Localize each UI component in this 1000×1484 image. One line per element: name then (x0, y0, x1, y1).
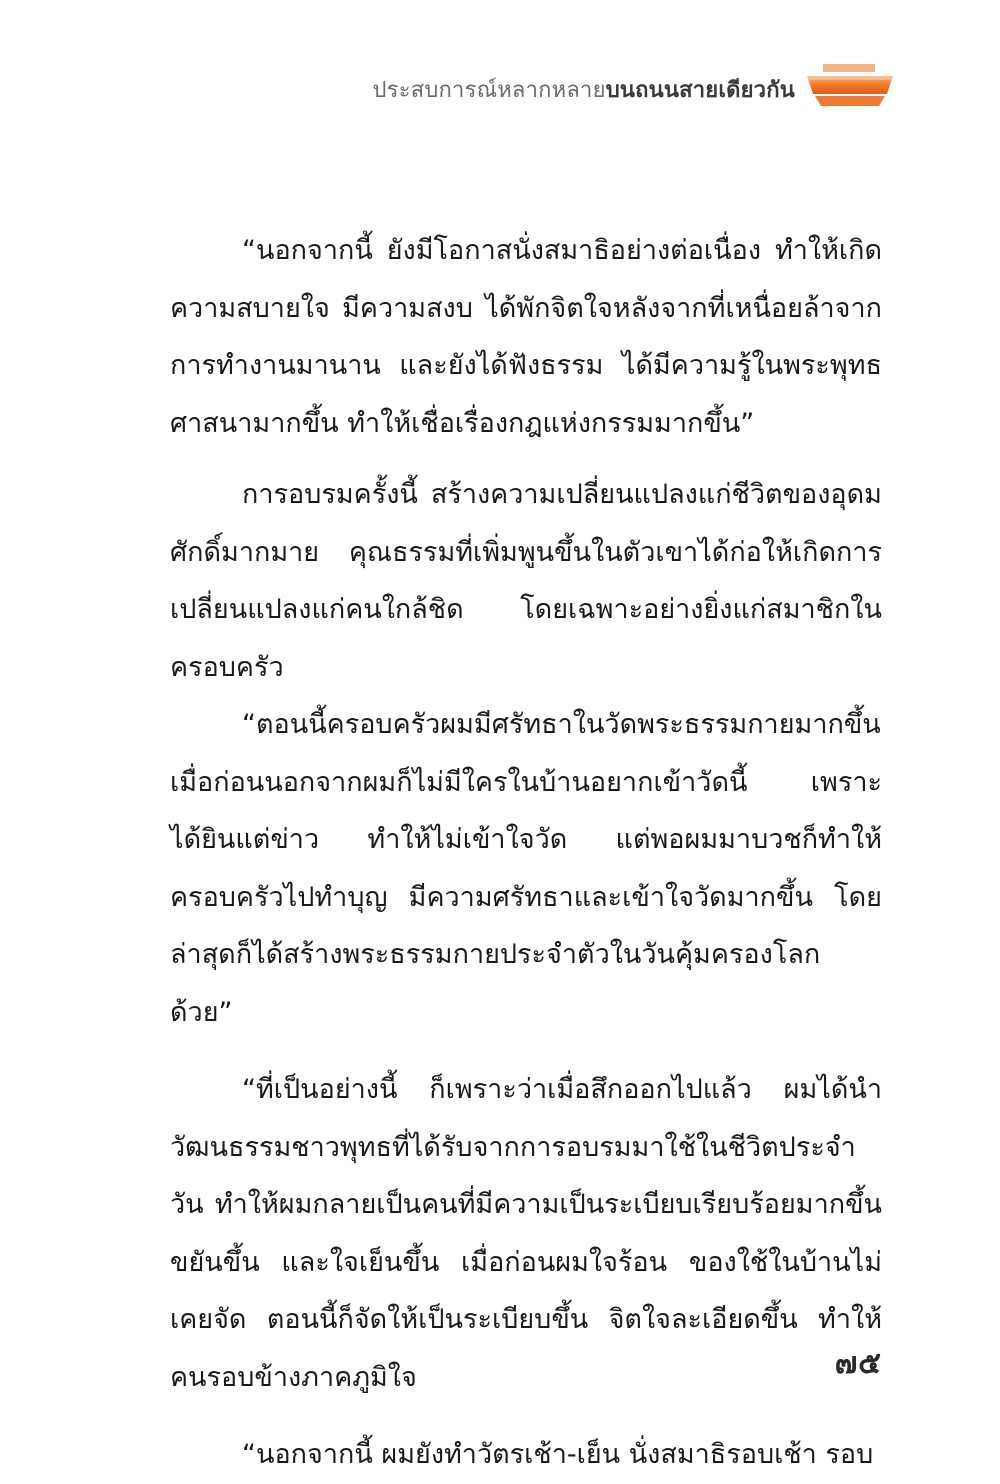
running-header-bold: บนถนนสายเดียวกัน (605, 78, 795, 103)
paragraph-5: “นอกจากนี้ ผมยังทำวัตรเช้า-เย็น นั่งสมาธิรอบเช้า รอบ (242, 1439, 874, 1470)
running-header (373, 72, 795, 107)
header-ribbon-decoration (805, 62, 895, 114)
paragraph-4: “ที่เป็นอย่างนี้ ก็เพราะว่าเมื่อสึกออกไปแล้ว ผมได้นำวัฒนธรรมชาวพุทธที่ได้รับจากการอบรมมาใช้ในชีวิตประจำวัน ทำให้ผมกลายเป็นคนที่มีความเป็นระเบียบเรียบร้อยมากขึ้น ขยันขึ้น และใจเย็นขึ้น เมื่อก่อนผมใจร้อน ของใช้ในบ้านไม่เคยจัด ตอนนี้ก็จัดให้เป็นระเบียบขึ้น จิตใจละเอียดขึ้น ทำให้คนรอบข้างภาคภูมิใจ (170, 1074, 882, 1393)
page-number: ๗๕ (834, 1346, 882, 1381)
paragraph-1: “นอกจากนี้ ยังมีโอกาสนั่งสมาธิอย่างต่อเนื่อง ทำให้เกิดความสบายใจ มีความสงบ ได้พักจิตใจหลังจากที่เหนื่อยล้าจากการทำงานมานาน และยังได้ฟังธรรม ได้มีความรู้ในพระพุทธศาสนามากขึ้น ทำให้เชื่อเรื่องกฎแห่งกรรมมากขึ้น” (170, 235, 882, 439)
running-header-light: ประสบการณ์หลากหลาย (372, 78, 606, 103)
paragraph-3: “ตอนนี้ครอบครัวผมมีศรัทธาในวัดพระธรรมกายมากขึ้น เมื่อก่อนนอกจากผมก็ไม่มีใครในบ้านอยากเข้าวัดนี้ เพราะได้ยินแต่ข่าว ทำให้ไม่เข้าใจวัด แต่พอผมมาบวชก็ทำให้ครอบครัวไปทำบุญ มีความศรัทธาและเข้าใจวัดมากขึ้น โดยล่าสุดก็ได้สร้างพระธรรมกายประจำตัวในวันคุ้มครองโลกด้วย” (170, 709, 882, 1028)
paragraph-2: การอบรมครั้งนี้ สร้างความเปลี่ยนแปลงแก่ชีวิตของอุดมศักดิ์มากมาย คุณธรรมที่เพิ่มพูนขึ้นในตัวเขาได้ก่อให้เกิดการเปลี่ยนแปลงแก่คนใกล้ชิด โดยเฉพาะอย่างยิ่งแก่สมาชิกในครอบครัว (170, 479, 882, 683)
body-text (170, 222, 882, 1484)
